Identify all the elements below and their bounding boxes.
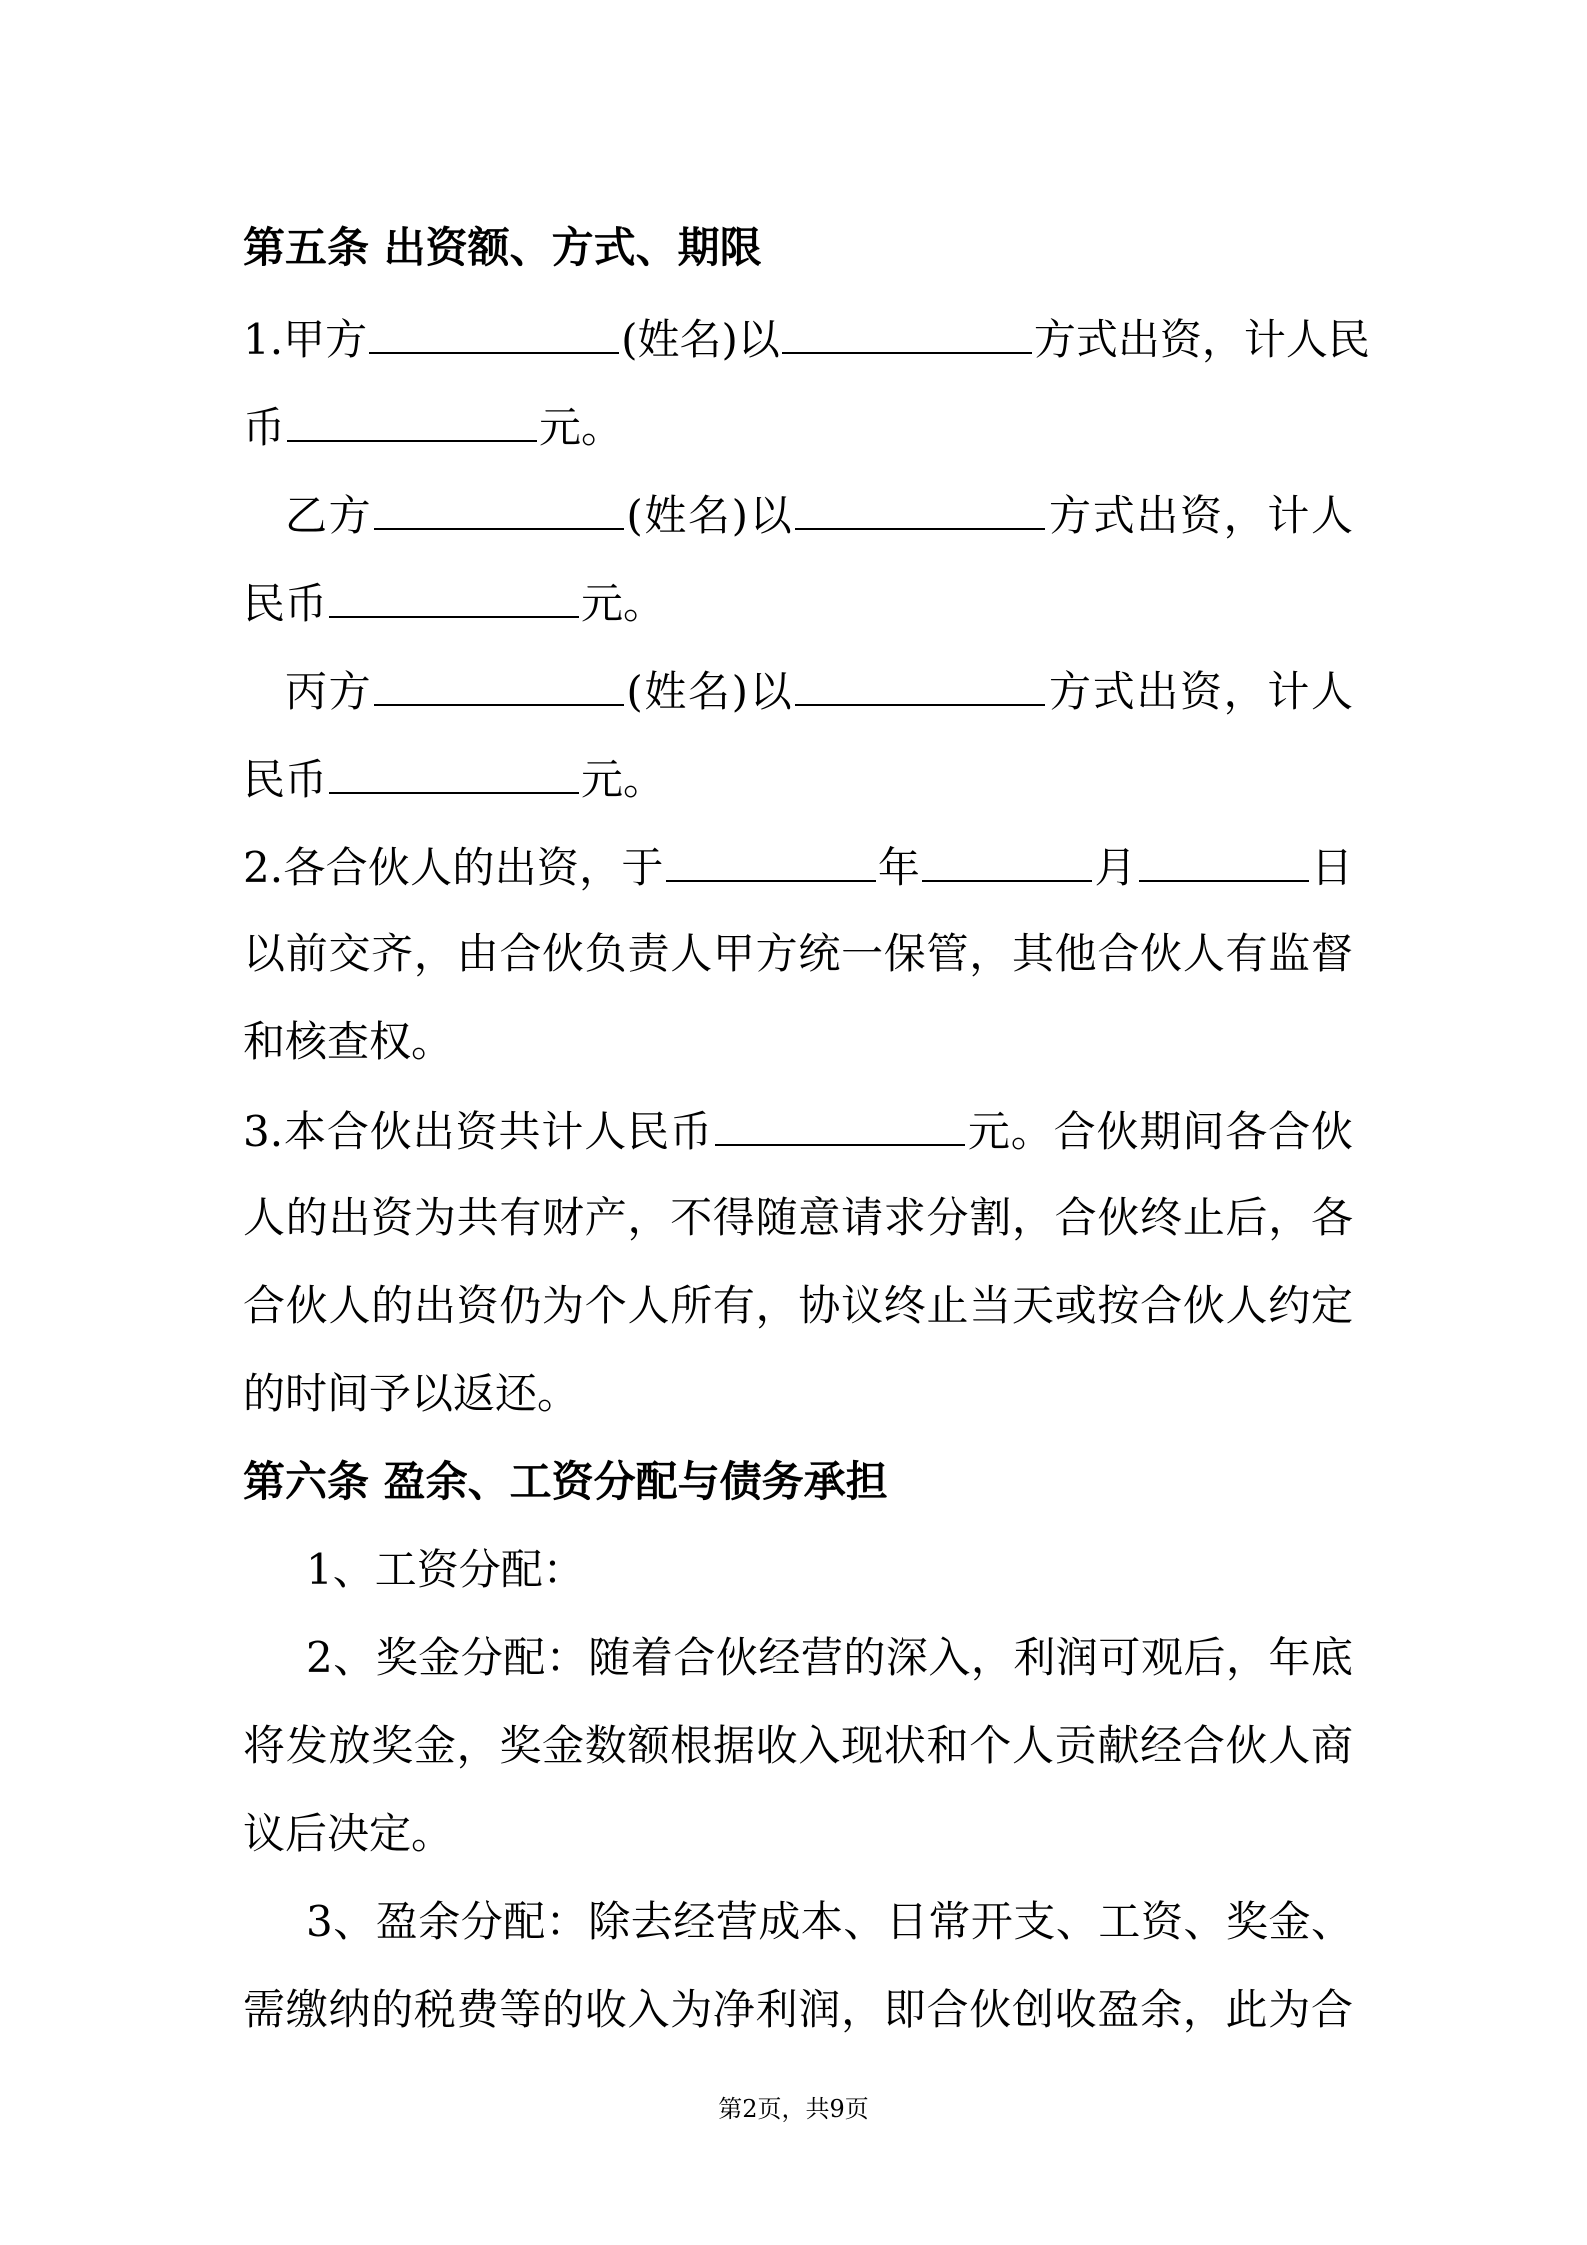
fill-blank[interactable] xyxy=(795,486,1045,530)
paragraph-line: 和核查权。 xyxy=(243,1017,454,1066)
paragraph-line: 币 元。 xyxy=(243,398,1353,456)
fill-blank[interactable] xyxy=(329,574,579,618)
paragraph-line: 3.本合伙出资共计人民币 元。合伙期间各合伙 xyxy=(243,1102,1353,1160)
fill-blank[interactable] xyxy=(329,750,579,794)
fill-blank[interactable] xyxy=(374,486,624,530)
fill-blank-year[interactable] xyxy=(666,838,876,882)
paragraph-line: 议后决定。 xyxy=(243,1809,454,1858)
paragraph-line: 民币 元。 xyxy=(243,574,1353,632)
article-5-heading: 第五条 出资额、方式、期限 xyxy=(243,223,762,272)
fill-blank[interactable] xyxy=(374,662,624,706)
paragraph-line: 人的出资为共有财产，不得随意请求分割，合伙终止后，各 xyxy=(243,1193,1353,1242)
paragraph-line: 2、奖金分配：随着合伙经营的深入，利润可观后，年底 xyxy=(306,1633,1353,1682)
paragraph-line: 合伙人的出资仍为个人所有，协议终止当天或按合伙人约定 xyxy=(243,1281,1353,1330)
fill-blank[interactable] xyxy=(782,310,1032,354)
fill-blank-month[interactable] xyxy=(922,838,1092,882)
fill-blank-day[interactable] xyxy=(1139,838,1309,882)
paragraph-line: 需缴纳的税费等的收入为净利润，即合伙创收盈余，此为合 xyxy=(243,1985,1353,2034)
fill-blank[interactable] xyxy=(715,1102,965,1146)
fill-blank[interactable] xyxy=(795,662,1045,706)
paragraph-line: 1.甲方 (姓名)以 方式出资，计人民 xyxy=(243,310,1353,368)
paragraph-line: 民币 元。 xyxy=(243,750,1353,808)
fill-blank[interactable] xyxy=(287,398,537,442)
paragraph-line: 丙方 (姓名)以 方式出资，计人 xyxy=(285,662,1353,720)
paragraph-line: 以前交齐，由合伙负责人甲方统一保管，其他合伙人有监督 xyxy=(243,929,1353,978)
paragraph-line: 1、工资分配： xyxy=(306,1545,585,1594)
article-6-heading: 第六条 盈余、工资分配与债务承担 xyxy=(243,1457,888,1506)
fill-blank[interactable] xyxy=(369,310,619,354)
paragraph-line: 将发放奖金，奖金数额根据收入现状和个人贡献经合伙人商 xyxy=(243,1721,1353,1770)
paragraph-line: 2.各合伙人的出资，于 年 月 日 xyxy=(243,838,1353,896)
paragraph-line: 乙方 (姓名)以 方式出资，计人 xyxy=(285,486,1353,544)
paragraph-line: 3、盈余分配：除去经营成本、日常开支、工资、奖金、 xyxy=(306,1897,1353,1946)
page-number-footer: 第2页，共9页 xyxy=(718,2095,869,2123)
paragraph-line: 的时间予以返还。 xyxy=(243,1369,580,1418)
